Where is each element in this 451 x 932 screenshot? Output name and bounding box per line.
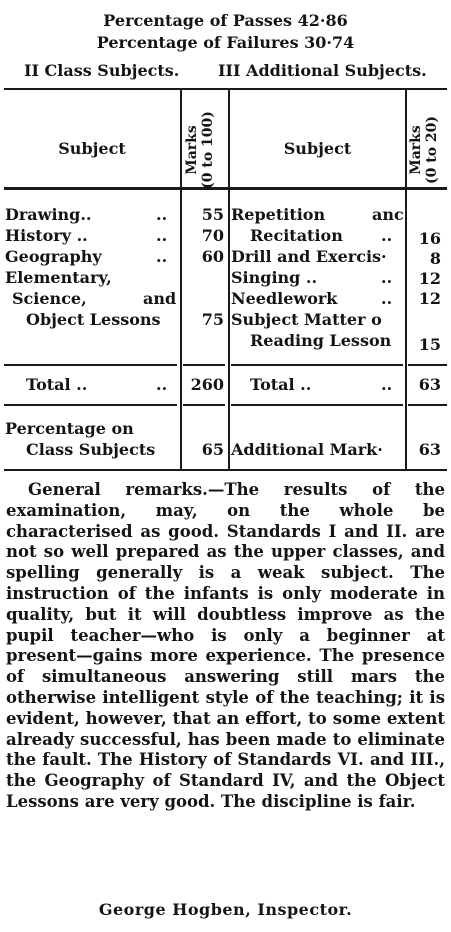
right-row-dots: anc: [372, 205, 404, 224]
additional-subjects-heading: III Additional Subjects.: [218, 61, 427, 80]
percentage-value: 65: [201, 440, 224, 459]
left-row-label: Science,: [12, 289, 87, 308]
right-percent-rule-b: [408, 404, 447, 406]
right-row-label: Drill and Exercis·: [231, 247, 387, 266]
table-header-rule: [4, 187, 447, 190]
right-marks-heading: Marks (0 to 20): [408, 115, 440, 185]
inspector-signature: George Hogben, Inspector.: [98, 900, 353, 919]
passes-percentage: Percentage of Passes 42·86: [103, 11, 348, 30]
right-total-rule-a: [231, 364, 403, 366]
column-divider-1: [180, 89, 182, 469]
left-total-value: 260: [190, 375, 224, 394]
right-subject-heading: Subject: [283, 139, 352, 158]
additional-marks-value: 63: [418, 440, 441, 459]
left-row-dots: and: [143, 289, 177, 308]
right-row-mark: 8: [429, 249, 441, 268]
right-row-label: Repetition: [231, 205, 326, 224]
additional-marks-label: Additional Mark·: [231, 440, 383, 459]
right-row-dots: ..: [381, 289, 393, 308]
left-row-dots: ..: [156, 247, 168, 266]
left-row-mark: 60: [201, 247, 224, 266]
left-row-mark: 55: [201, 205, 224, 224]
left-row-dots: ..: [156, 205, 168, 224]
right-total-label: Total ..: [250, 375, 312, 394]
class-subjects-heading: II Class Subjects.: [24, 61, 180, 80]
right-row-label: Reading Lesson: [250, 331, 392, 350]
right-row-label: Singing ..: [231, 268, 318, 287]
left-row-label: Geography: [5, 247, 102, 266]
right-row-label: Needlework: [231, 289, 338, 308]
right-row-mark: 16: [418, 229, 441, 248]
percentage-label: Class Subjects: [26, 440, 156, 459]
left-percent-rule-b: [183, 404, 225, 406]
left-subject-heading: Subject: [58, 139, 126, 158]
left-row-mark: 70: [201, 226, 224, 245]
left-row-mark: 75: [201, 310, 224, 329]
left-row-label: Object Lessons: [26, 310, 161, 329]
right-total-rule-b: [408, 364, 447, 366]
right-row-dots: ..: [381, 226, 393, 245]
right-row-mark: 15: [418, 335, 441, 354]
failures-percentage: Percentage of Failures 30·74: [96, 33, 355, 52]
right-row-label: Subject Matter o: [231, 310, 382, 329]
left-total-rule-a: [4, 364, 177, 366]
right-total-value: 63: [418, 375, 441, 394]
left-marks-heading: Marks (0 to 100): [184, 111, 216, 189]
left-row-dots: ..: [156, 226, 168, 245]
right-row-label: Recitation: [250, 226, 343, 245]
left-row-label: Elementary,: [5, 268, 112, 287]
general-remarks: [6, 480, 445, 813]
left-total-rule-b: [183, 364, 225, 366]
right-total-dots: ..: [381, 375, 393, 394]
remarks-text: General remarks.—The results of the examination, may, on the whole be characterised as good. Standards I and II. are not so well prepared as the upper classes, and spelling generally is a weak subject. The instruction of the infants is only moderate in quality, but it will doubtless improve as the pupil teacher—who is only a beginner at present—gains more experience. The presence of simultaneous answering still mars the otherwise intelligent style of the teaching; it is evident, however, that an effort, to some extent already successful, has been made to eliminate the fault. The History of Standards VI. and III., the Geography of Standard IV, and the Object Lessons are very good. The discipline is fair.: [6, 480, 445, 811]
right-row-mark: 12: [418, 269, 441, 288]
percentage-label: Percentage on: [5, 419, 134, 438]
left-total-label: Total ..: [26, 375, 88, 394]
right-row-dots: ..: [381, 268, 393, 287]
table-top-rule: [4, 88, 447, 90]
right-percent-rule-a: [231, 404, 403, 406]
left-row-label: Drawing..: [5, 205, 92, 224]
left-row-label: History ..: [5, 226, 88, 245]
right-row-mark: 12: [418, 289, 441, 308]
left-percent-rule-a: [4, 404, 177, 406]
left-total-dots: ..: [156, 375, 168, 394]
table-bottom-rule: [4, 469, 447, 471]
